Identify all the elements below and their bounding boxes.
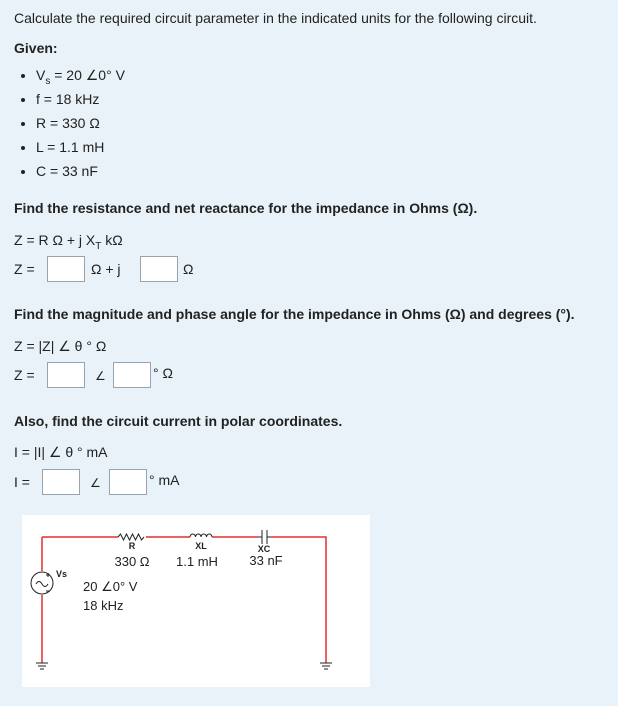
ground-left-icon — [36, 663, 48, 669]
q2-angle-symbol: ∠ — [95, 369, 106, 383]
problem-prompt: Calculate the required circuit parameter in the indicated units for the following circuit. — [14, 10, 537, 26]
q1-formula-text: Z = R Ω + j X — [14, 232, 96, 248]
current-angle-input[interactable] — [109, 469, 147, 495]
q3-formula: I = |I| ∠ θ ° mA — [14, 444, 108, 460]
q3-heading: Also, find the circuit current in polar coordinates. — [14, 413, 343, 429]
xl-value: 1.1 mH — [176, 554, 218, 569]
given-heading: Given: — [14, 40, 58, 56]
q1-unit-2: Ω — [183, 261, 194, 277]
given-r: • R = 330 Ω — [36, 114, 125, 138]
inductor-symbol — [190, 534, 212, 537]
xc-label: XC — [257, 544, 271, 554]
q1-unit-1: Ω + j — [91, 261, 121, 277]
vs-value: 20 ∠0° V — [83, 579, 138, 594]
xl-label: XL — [195, 541, 207, 551]
xc-value: 33 nF — [249, 553, 283, 568]
circuit-diagram — [22, 515, 370, 687]
impedance-magnitude-input[interactable] — [47, 362, 85, 388]
q2-answer-label: Z = — [14, 367, 35, 383]
q3-angle-symbol: ∠ — [90, 476, 101, 490]
r-value: 330 Ω — [114, 554, 150, 569]
ac-wave-icon — [36, 582, 48, 587]
r-label: R — [128, 541, 136, 551]
q3-answer-label: I = — [14, 474, 30, 490]
vs-frequency: 18 kHz — [83, 598, 124, 613]
q1-formula — [14, 232, 123, 252]
q3-unit: ° mA — [149, 472, 180, 488]
q2-formula: Z = |Z| ∠ θ ° Ω — [14, 338, 107, 354]
given-l: • L = 1.1 mH — [36, 138, 125, 162]
vs-subscript: s — [45, 75, 51, 87]
reactance-input[interactable] — [140, 256, 178, 282]
given-vs — [36, 66, 125, 90]
q1-answer-label: Z = — [14, 261, 35, 277]
given-list — [14, 66, 125, 186]
current-magnitude-input[interactable] — [42, 469, 80, 495]
vs-symbol: V — [36, 67, 46, 83]
given-f: • f = 18 kHz — [36, 90, 125, 114]
resistance-input[interactable] — [47, 256, 85, 282]
impedance-angle-input[interactable] — [113, 362, 151, 388]
vs-value: = 20 ∠0° V — [50, 67, 125, 83]
q1-formula-unit: kΩ — [101, 232, 123, 248]
ground-right-icon — [320, 663, 332, 669]
capacitor-symbol — [258, 530, 271, 544]
q1-heading: Find the resistance and net reactance for the impedance in Ohms (Ω). — [14, 200, 478, 216]
plus-icon — [46, 573, 50, 577]
q1-formula-sub: T — [95, 240, 102, 252]
resistor-symbol — [118, 534, 144, 540]
q2-unit: ° Ω — [153, 365, 173, 381]
q2-heading: Find the magnitude and phase angle for the impedance in Ohms (Ω) and degrees (°). — [14, 306, 575, 322]
vs-label: Vs — [56, 569, 68, 579]
given-c: • C = 33 nF — [36, 162, 125, 186]
circuit-svg — [22, 515, 370, 687]
